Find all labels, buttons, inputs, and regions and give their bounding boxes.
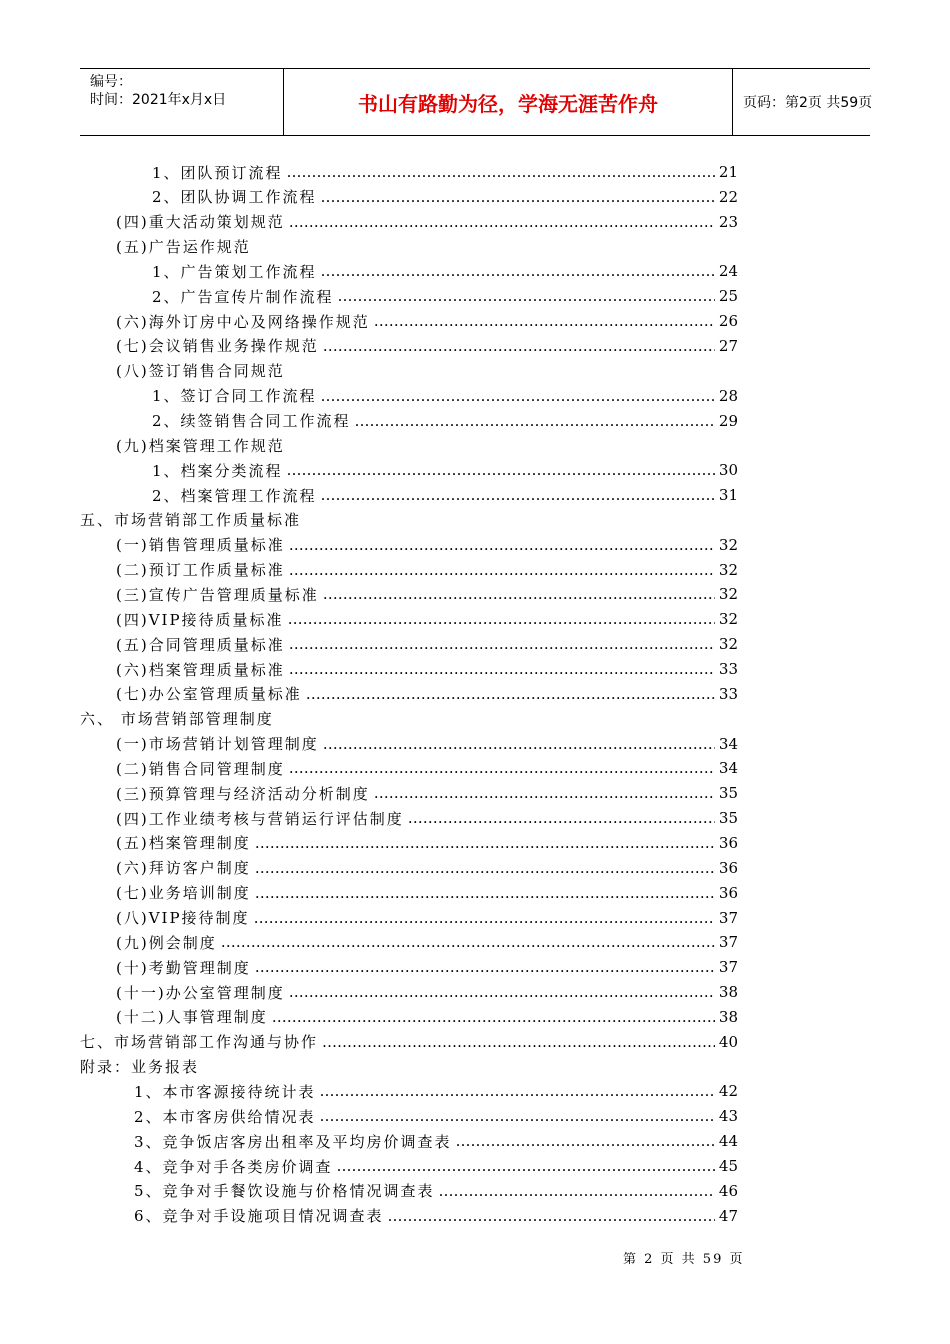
toc-entry-page: 34	[718, 734, 738, 753]
toc-entry-title: 3、竞争饭店客房出租率及平均房价调查表	[134, 1132, 452, 1151]
header-page-info: 页码：第2页 共59页	[743, 95, 873, 111]
toc-dot-leader	[320, 1107, 715, 1125]
toc-entry-title: 七、市场营销部工作沟通与协作	[80, 1033, 319, 1052]
toc-dot-leader	[374, 784, 715, 802]
toc-dot-leader	[288, 610, 715, 628]
toc-entry-page: 26	[718, 312, 738, 331]
toc-dot-leader	[255, 834, 715, 852]
toc-entry[interactable]	[152, 483, 738, 507]
toc-entry-title: (七)业务培训制度	[116, 884, 251, 903]
toc-entry[interactable]	[152, 185, 738, 209]
toc-dot-leader	[408, 809, 715, 827]
toc-dot-leader	[388, 1207, 715, 1225]
toc-dot-leader	[289, 983, 715, 1001]
toc-entry[interactable]	[116, 955, 738, 979]
toc-entry-page: 21	[718, 163, 738, 181]
toc-entry[interactable]	[116, 235, 738, 259]
toc-entry-title: (二)销售合同管理制度	[116, 759, 285, 778]
toc-entry-title: 1、本市客源接待统计表	[134, 1082, 316, 1101]
toc-dot-leader	[287, 163, 715, 181]
toc-entry-title: 6、竞争对手设施项目情况调查表	[134, 1207, 384, 1226]
toc-entry-page: 33	[718, 660, 738, 678]
doc-number-label: 编号：	[90, 74, 132, 90]
toc-entry[interactable]	[152, 160, 738, 184]
toc-entry[interactable]	[80, 707, 738, 731]
toc-entry-page: 36	[718, 858, 738, 877]
toc-entry-page: 31	[718, 486, 738, 505]
toc-entry-title: (七)办公室管理质量标准	[116, 685, 302, 704]
toc-dot-leader	[272, 1008, 715, 1026]
toc-entry-title: (一)销售管理质量标准	[116, 536, 285, 555]
toc-dot-leader	[320, 1082, 715, 1100]
toc-entry-title: 2、团队协调工作流程	[152, 188, 317, 207]
toc-dot-leader	[289, 660, 715, 678]
toc-entry[interactable]	[116, 831, 738, 855]
toc-dot-leader	[321, 262, 715, 280]
toc-entry-page: 32	[718, 585, 738, 604]
toc-dot-leader	[289, 635, 715, 653]
toc-entry-page: 23	[718, 212, 738, 231]
toc-entry-page: 36	[718, 833, 738, 852]
toc-entry[interactable]	[116, 210, 738, 234]
toc-entry[interactable]	[134, 1104, 738, 1128]
toc-entry-title: 4、竞争对手各类房价调查	[134, 1157, 333, 1176]
toc-entry-title: 5、竞争对手餐饮设施与价格情况调查表	[134, 1182, 435, 1201]
toc-entry-title: 1、签订合同工作流程	[152, 387, 317, 406]
toc-entry-title: (一)市场营销计划管理制度	[116, 735, 319, 754]
toc-dot-leader	[306, 685, 715, 703]
toc-entry[interactable]	[80, 1030, 738, 1054]
toc-dot-leader	[322, 1033, 715, 1051]
toc-dot-leader	[289, 536, 715, 554]
toc-entry-page: 38	[718, 983, 738, 1002]
toc-entry-title: (五)档案管理制度	[116, 834, 251, 853]
toc-entry-title: (十)考勤管理制度	[116, 958, 251, 977]
toc-entry-page: 28	[718, 386, 738, 405]
toc-entry-title: 1、广告策划工作流程	[152, 262, 317, 281]
toc-entry-title: (十二)人事管理制度	[116, 1008, 268, 1027]
toc-dot-leader	[337, 1157, 715, 1175]
toc-entry-title: 五、市场营销部工作质量标准	[80, 511, 302, 530]
toc-entry[interactable]	[116, 756, 738, 780]
toc-entry-title: (五)合同管理质量标准	[116, 635, 285, 654]
page-header	[80, 68, 873, 136]
toc-entry[interactable]	[152, 409, 738, 433]
toc-entry-title: (三)宣传广告管理质量标准	[116, 585, 319, 604]
toc-entry-title: (十一)办公室管理制度	[116, 983, 285, 1002]
toc-entry-page: 35	[718, 784, 738, 803]
toc-entry[interactable]	[152, 384, 738, 408]
toc-entry-title: (四)重大活动策划规范	[116, 213, 285, 232]
toc-entry-title: (八)VIP接待制度	[116, 909, 250, 927]
toc-entry-title: (三)预算管理与经济活动分析制度	[116, 784, 370, 803]
toc-dot-leader	[289, 759, 715, 777]
doc-date: 时间：2021年x月x日	[90, 92, 227, 108]
toc-dot-leader	[221, 933, 715, 951]
toc-entry-title: 六、 市场营销部管理制度	[80, 710, 274, 729]
toc-entry-page: 25	[718, 287, 738, 306]
toc-entry-page: 35	[718, 809, 738, 828]
toc-dot-leader	[254, 909, 715, 927]
toc-entry-title: 1、档案分类流程	[152, 461, 283, 480]
toc-entry-title: (六)海外订房中心及网络操作规范	[116, 312, 370, 331]
toc-entry[interactable]	[134, 1129, 738, 1153]
toc-entry-title: (九)例会制度	[116, 933, 217, 952]
toc-dot-leader	[321, 486, 715, 504]
toc-entry-title: (四)工作业绩考核与营销运行评估制度	[116, 809, 404, 828]
toc-entry-page: 34	[718, 759, 738, 778]
toc-dot-leader	[323, 337, 715, 355]
toc-entry-title: (五)广告运作规范	[116, 238, 251, 257]
toc-entry-page: 44	[718, 1132, 738, 1151]
toc-entry[interactable]	[116, 806, 738, 830]
toc-entry[interactable]	[134, 1179, 738, 1203]
toc-entry-title: (六)档案管理质量标准	[116, 660, 285, 679]
toc-dot-leader	[323, 585, 715, 603]
toc-dot-leader	[439, 1182, 715, 1200]
header-meta	[80, 69, 283, 135]
toc-dot-leader	[321, 188, 715, 206]
toc-entry[interactable]	[116, 930, 738, 954]
toc-entry-page: 29	[718, 411, 738, 430]
toc-entry[interactable]	[116, 632, 738, 656]
toc-entry[interactable]	[134, 1079, 738, 1103]
toc-entry[interactable]	[116, 1005, 738, 1029]
toc-entry-title: (二)预订工作质量标准	[116, 561, 285, 580]
toc-entry-page: 32	[718, 560, 738, 579]
toc-entry-page: 40	[718, 1032, 738, 1051]
toc-entry[interactable]	[152, 259, 738, 283]
motto: 书山有路勤为径，学海无涯苦作舟	[358, 91, 658, 116]
toc-entry[interactable]	[116, 657, 738, 681]
toc-entry-title: 1、团队预订流程	[152, 163, 283, 182]
toc-entry[interactable]	[116, 309, 738, 333]
toc-dot-leader	[287, 461, 715, 479]
toc-dot-leader	[255, 958, 715, 976]
toc-entry[interactable]	[116, 359, 738, 383]
toc-entry[interactable]	[116, 607, 738, 631]
toc-dot-leader	[338, 287, 715, 305]
toc-entry-title: 2、本市客房供给情况表	[134, 1107, 316, 1126]
toc-entry-title: (九)档案管理工作规范	[116, 436, 285, 455]
toc-dot-leader	[456, 1132, 715, 1150]
toc-entry-page: 38	[718, 1007, 738, 1026]
toc-entry-page: 47	[718, 1206, 738, 1225]
toc-entry-page: 43	[718, 1107, 738, 1126]
toc-entry[interactable]	[116, 558, 738, 582]
toc-entry[interactable]	[80, 508, 738, 532]
toc-entry-page: 32	[718, 610, 738, 629]
toc-entry[interactable]	[116, 433, 738, 457]
toc-entry[interactable]	[134, 1154, 738, 1178]
toc-entry[interactable]	[116, 781, 738, 805]
toc-entry[interactable]	[80, 1055, 738, 1079]
toc-entry-page: 24	[718, 262, 738, 281]
toc-entry-page: 46	[718, 1181, 738, 1200]
toc-entry-title: (八)签订销售合同规范	[116, 362, 285, 381]
toc-entry-title: 2、广告宣传片制作流程	[152, 287, 334, 306]
toc-entry[interactable]	[116, 906, 738, 930]
toc-entry[interactable]	[116, 856, 738, 880]
toc-entry-title: 2、续签销售合同工作流程	[152, 412, 351, 430]
toc-entry-title: 2、档案管理工作流程	[152, 486, 317, 505]
toc-entry-page: 42	[718, 1082, 738, 1101]
toc-entry-page: 37	[718, 933, 738, 952]
toc-entry-page: 27	[718, 336, 738, 355]
toc-entry[interactable]	[116, 582, 738, 606]
toc-entry-page: 45	[718, 1157, 738, 1175]
toc-dot-leader	[255, 859, 715, 877]
toc-entry-page: 32	[718, 635, 738, 654]
toc-entry[interactable]	[152, 284, 738, 308]
toc-dot-leader	[321, 387, 715, 405]
toc-entry[interactable]	[116, 881, 738, 905]
toc-entry-page: 37	[718, 958, 738, 977]
toc-entry-page: 33	[718, 684, 738, 703]
toc-entry-title: (四)VIP接待质量标准	[116, 610, 284, 629]
toc-dot-leader	[289, 561, 715, 579]
toc-entry[interactable]	[116, 334, 738, 358]
toc-dot-leader	[355, 412, 715, 430]
toc-dot-leader	[289, 213, 715, 231]
page-footer: 第 2 页 共 59 页	[623, 1252, 745, 1267]
toc-entry[interactable]	[116, 980, 738, 1004]
toc-entry[interactable]	[116, 533, 738, 557]
toc-dot-leader	[323, 735, 715, 753]
toc-entry[interactable]	[116, 682, 738, 706]
toc-entry-page: 32	[718, 535, 738, 554]
toc-entry-title: (七)会议销售业务操作规范	[116, 337, 319, 356]
toc-entry-page: 37	[718, 908, 738, 927]
toc-entry[interactable]	[152, 458, 738, 482]
toc-entry-page: 30	[718, 461, 738, 480]
toc-entry[interactable]	[134, 1204, 738, 1228]
header-motto-cell	[283, 69, 733, 135]
toc-entry-page: 22	[718, 187, 738, 206]
toc-entry-title: 附录：业务报表	[80, 1058, 200, 1077]
toc-entry-page: 36	[718, 883, 738, 902]
toc-dot-leader	[255, 884, 715, 902]
toc-entry-title: (六)拜访客户制度	[116, 859, 251, 878]
toc-dot-leader	[374, 312, 715, 330]
toc-entry[interactable]	[116, 732, 738, 756]
